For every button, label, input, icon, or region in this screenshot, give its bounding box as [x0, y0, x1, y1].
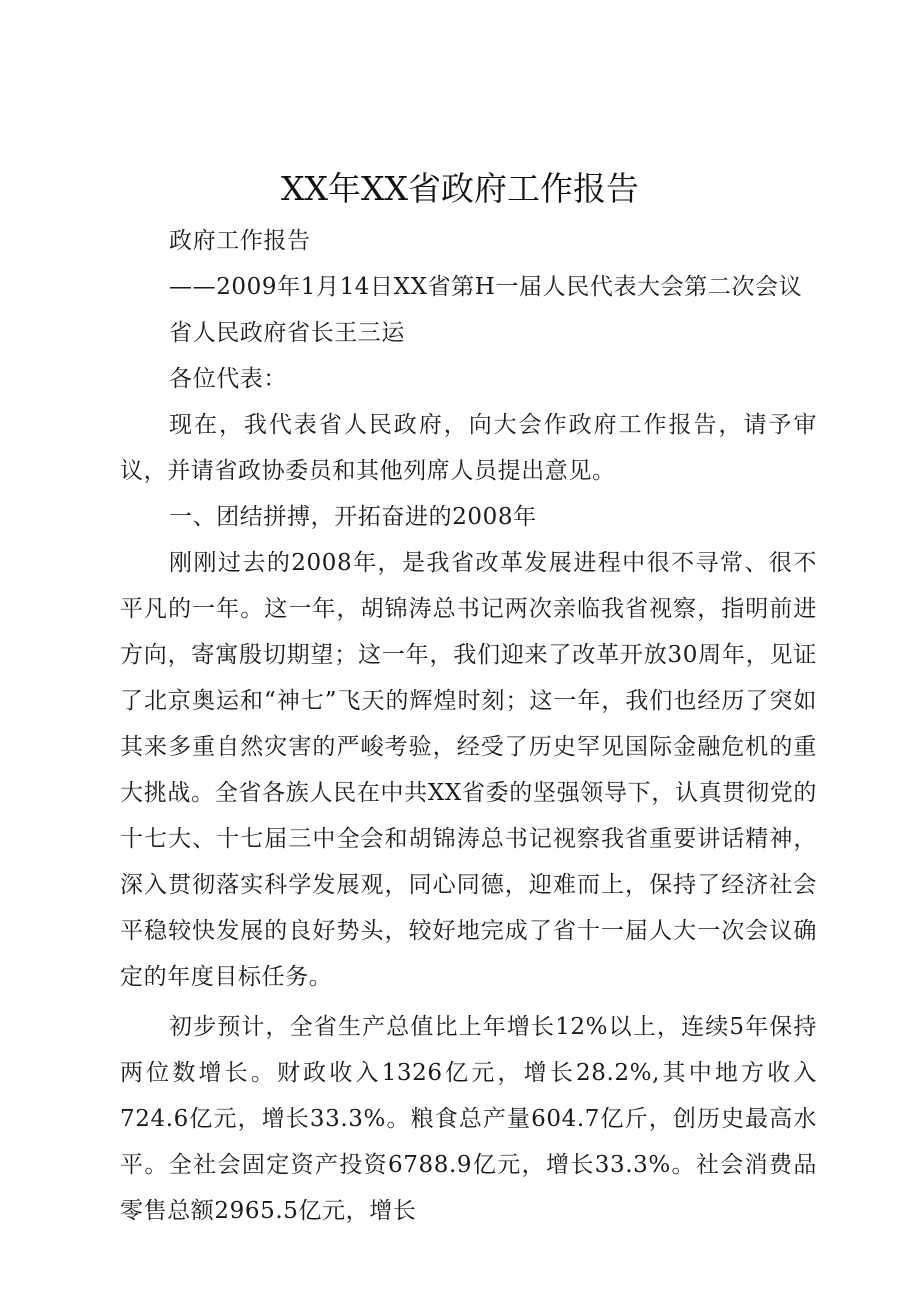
salutation: 各位代表： [169, 366, 287, 392]
opening-paragraph: 现在，我代表省人民政府，向大会作政府工作报告，请予审议，并请省政协委员和其他列席人员提出意见。 [120, 412, 817, 484]
speaker-line: 省人民政府省长王三运 [169, 320, 405, 346]
review-paragraph: 刚刚过去的2008年，是我省改革发展进程中很不寻常、很不平凡的一年。这一年，胡锦涛总书记两次亲临我省视察，指明前进方向，寄寓殷切期望；这一年，我们迎来了改革开放30周年，见证了北京奥运和“神七”飞天的辉煌时刻；这一年，我们也经历了突如其来多重自然灾害的严峻考验，经受了历史罕见国际金融危机的重大挑战。全省各族人民在中共XX省委的坚强领导下，认真贯彻党的十七大、十七届三中全会和胡锦涛总书记视察我省重要讲话精神，深入贯彻落实科学发展观，同心同德，迎难而上，保持了经济社会平稳较快发展的良好势头，较好地完成了省十一届人大一次会议确定的年度目标任务。 [120, 550, 817, 990]
statistics-paragraph: 初步预计，全省生产总值比上年增长12%以上，连续5年保持两位数增长。财政收入1326亿元，增长28.2%,其中地方收入724.6亿元，增长33.3%。粮食总产量604.7亿斤，创历史最高水平。全社会固定资产投资6788.9亿元，增长33.3%。社会消费品零售总额2965.5亿元，增长 [120, 1014, 817, 1224]
meeting-line: ——2009年1月14日XX省第H一届人民代表大会第二次会议 [169, 274, 803, 300]
report-heading: 政府工作报告 [169, 228, 311, 254]
section-heading: 一、团结拼搏，开拓奋进的2008年 [169, 504, 537, 530]
document-title: XX年XX省政府工作报告 [281, 169, 639, 208]
document-body [120, 218, 817, 1234]
